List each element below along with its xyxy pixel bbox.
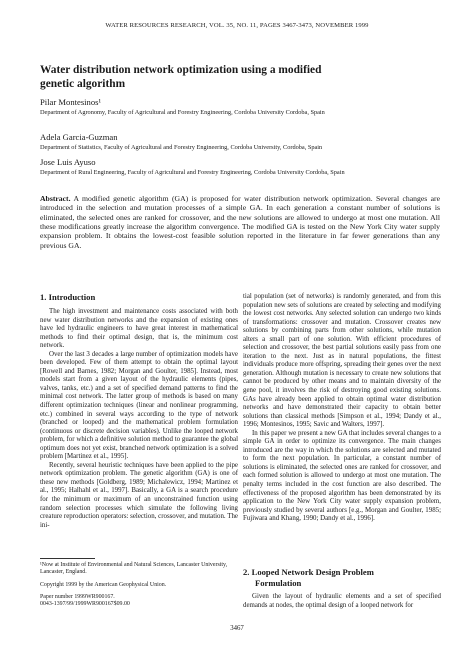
abstract bbox=[40, 194, 440, 250]
running-head: WATER RESOURCES RESEARCH, VOL. 35, NO. 11, PAGES 3467-3473, NOVEMBER 1999 bbox=[105, 22, 369, 29]
paragraph: The high investment and maintenance costs associated with both new water distribution networks and the expansion of existing ones have led hydraulic engineers to have great interest in mathematical methods to find their optimal design, that is, the minimum cost network. bbox=[40, 308, 238, 350]
paragraph: Recently, several heuristic techniques have been applied to the pipe network optimization problem. The genetic algorithm (GA) is one of these new methods [Goldberg, 1989; Michalewicz, 1994; Martinez et al., 1995; Halhahl et al., 1997]. Basically, a GA is a search procedure for the minimum or maximum of an unconstrained function using random selection processes which simulate the following living creature reproduction operators: selection, crossover, and mutation. The ini- bbox=[40, 461, 238, 529]
footnote-rule bbox=[40, 558, 95, 559]
paragraph: Given the layout of hydraulic elements and a set of specified demands at nodes, the optimal design of a looped network for bbox=[243, 593, 441, 609]
paragraph: tial population (set of networks) is randomly generated, and from this population new sets of solutions are created by selecting and modifying the lowest cost networks. Any selected solution can undergo two kinds of transformations: crossover and mutation. Crossover creates new solutions by combining parts from other solutions, while mutation alters a small part of one solution. With efficient procedures of selection and crossover, the best partial solutions easily pass from one iteration to the next. Just as in natural populations, the fittest individuals produce more offspring, spreading their genes over the next generation. Although mutation is necessary to create new solutions that cannot be produced by other means and to maintain diversity of the gene pool, it involves the risk of destroying good existing solutions. GAs have already been applied to obtain optimal water distribution networks and have demonstrated their capacity to obtain better solutions than classical methods [Simpson et al., 1994; Dandy et al., 1996; Montesinos, 1995; Savic and Walters, 1997]. bbox=[243, 293, 441, 429]
abstract-text: A modified genetic algorithm (GA) is proposed for water distribution network optimization. Several changes are introduced in the selection and mutation processes of a simple GA. In each generation a constant number of solutions is eliminated, the selected ones are ranked for crossover, and the new solutions are allowed to undergo at most one mutation. All these modifications greatly increase the algorithm convergence. The modified GA is tested on the New York City water supply expansion problem. It obtains the lowest-cost feasible solution reported in the literature in far fewer generations than any previous GA. bbox=[40, 194, 441, 250]
paper-title: Water distribution network optimization using a modified genetic algorithm bbox=[40, 64, 322, 90]
section-heading bbox=[243, 567, 443, 588]
author-name: Jose Luis Ayuso bbox=[40, 157, 96, 167]
author-name: Adela Garcia-Guzman bbox=[40, 132, 118, 142]
author-affiliation: Department of Rural Engineering, Faculty of Agricultural and Forestry Engineering, Cordoba University Cordoba, Spain bbox=[40, 169, 345, 176]
right-column-continued bbox=[243, 593, 441, 610]
section-heading-line: 2. Looped Network Design Problem bbox=[243, 567, 374, 577]
abstract-label: Abstract. bbox=[40, 194, 71, 203]
issn-line: 0043-1397/99/1999WR900167$09.00 bbox=[40, 601, 130, 608]
section-heading-line: Formulation bbox=[255, 577, 302, 588]
page-number: 3467 bbox=[230, 625, 244, 632]
author-affiliation: Department of Agronomy, Faculty of Agricultural and Forestry Engineering, Cordoba University Cordoba, Spain bbox=[40, 109, 325, 116]
left-column bbox=[40, 308, 238, 530]
author-affiliation: Department of Statistics, Faculty of Agricultural and Forestry Engineering, Cordoba University, Cordoba, Spain bbox=[40, 144, 323, 151]
section-heading: 1. Introduction bbox=[40, 292, 96, 302]
author-name: Pilar Montesinos¹ bbox=[40, 97, 102, 107]
footnote bbox=[40, 562, 238, 608]
paragraph: Over the last 3 decades a large number of optimization models have been developed. Few of them attempt to obtain the optimal layout [Rowell and Barnes, 1982; Morgan and Goulter, 1985]. Instead, most models start from a given layout of the hydraulic elements (pipes, valves, tanks, etc.) and a set of specified demand patterns to find the minimal cost network. The latter group of methods is based on many different optimization techniques (linear and nonlinear programming, etc.) combined in several ways according to the type of network (branched or looped) and the mathematical problem formulation (continuous or discrete decision variables). Unlike the looped network problem, for which a definitive solution method to guarantee the global optimum does not yet exist, branched network optimization is a solved problem [Martinez et al., 1995]. bbox=[40, 350, 238, 461]
paragraph: In this paper we present a new GA that includes several changes to a simple GA in order to optimize its convergence. The main changes introduced are the way in which the solutions are selected and mutated to form the next population. In particular, a constant number of solutions is eliminated, the selected ones are ranked for crossover, and each formed solution is allowed to undergo at most one mutation. The penalty terms included in the cost function are also described. The effectiveness of the proposed algorithm has been demonstrated by its application to the New York City water supply expansion problem, previously studied by several authors [e.g., Morgan and Goulter, 1985; Fujiwara and Khang, 1990; Dandy et al., 1996]. bbox=[243, 429, 441, 523]
copyright-notice: Copyright 1999 by the American Geophysical Union. bbox=[40, 581, 167, 588]
paper-number: Paper number 1999WR900167. bbox=[40, 593, 115, 600]
footnote-text: ¹Now at Institute of Environmental and Natural Sciences, Lancaster University, Lancaster, England. bbox=[40, 562, 228, 576]
right-column bbox=[243, 293, 441, 524]
